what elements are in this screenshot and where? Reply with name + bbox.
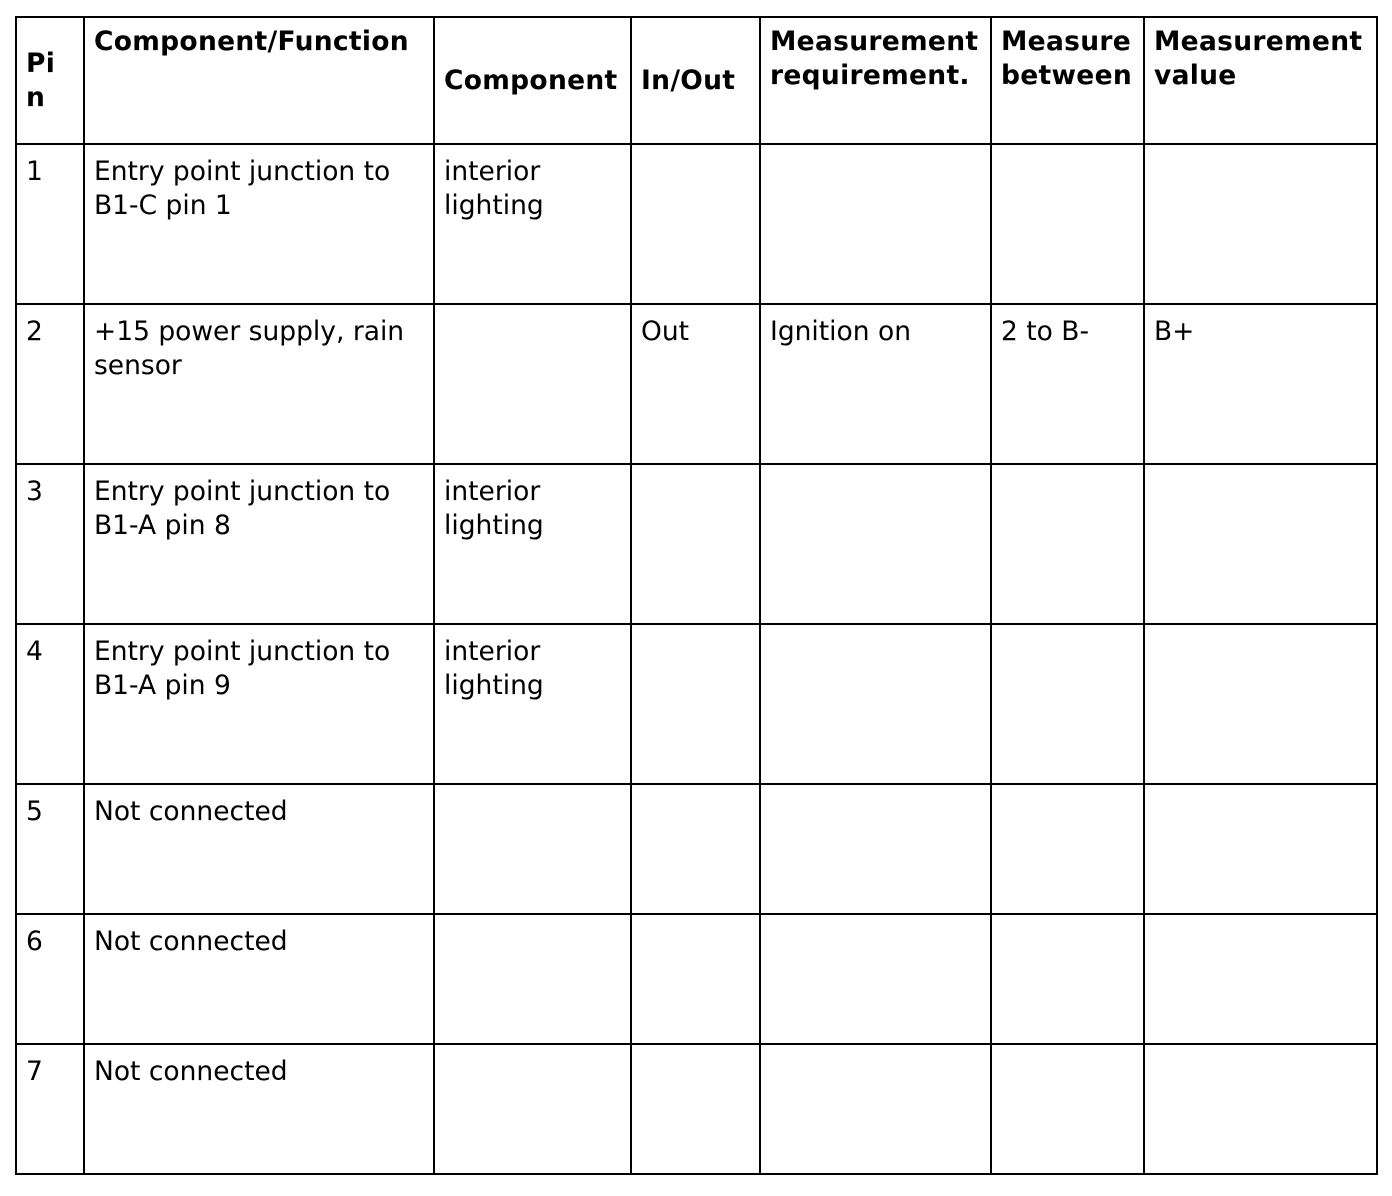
table-row: [16, 464, 1377, 624]
cell-measurement-requirement: [760, 624, 991, 784]
header-in-out: In/Out: [631, 17, 760, 144]
cell-component: [434, 304, 631, 464]
cell-in-out: [631, 624, 760, 784]
cell-component: [434, 1044, 631, 1174]
cell-pin: 7: [16, 1044, 84, 1174]
cell-in-out: [631, 914, 760, 1044]
cell-component: interior lighting: [434, 144, 631, 304]
cell-pin: 1: [16, 144, 84, 304]
cell-pin: 2: [16, 304, 84, 464]
cell-component: interior lighting: [434, 464, 631, 624]
header-measurement-value: Measurement value: [1144, 17, 1377, 144]
table-row: [16, 624, 1377, 784]
cell-in-out: [631, 464, 760, 624]
header-pin: Pin: [16, 17, 84, 144]
cell-measure-between: 2 to B-: [991, 304, 1144, 464]
cell-measurement-requirement: [760, 1044, 991, 1174]
cell-component-function: Not connected: [84, 1044, 434, 1174]
cell-component-function: Not connected: [84, 914, 434, 1044]
cell-in-out: Out: [631, 304, 760, 464]
header-measure-between: Measure between: [991, 17, 1144, 144]
cell-measurement-value: [1144, 464, 1377, 624]
table-row: [16, 784, 1377, 914]
cell-measurement-value: B+: [1144, 304, 1377, 464]
cell-component-function: Entry point junction to B1-A pin 8: [84, 464, 434, 624]
pin-assignment-table: [15, 16, 1378, 1175]
cell-component: [434, 914, 631, 1044]
cell-pin: 4: [16, 624, 84, 784]
cell-measurement-requirement: [760, 784, 991, 914]
cell-pin: 5: [16, 784, 84, 914]
cell-in-out: [631, 784, 760, 914]
cell-in-out: [631, 144, 760, 304]
table-row: [16, 304, 1377, 464]
cell-pin: 6: [16, 914, 84, 1044]
cell-measure-between: [991, 464, 1144, 624]
cell-measure-between: [991, 144, 1144, 304]
cell-measurement-value: [1144, 624, 1377, 784]
cell-measure-between: [991, 914, 1144, 1044]
header-row: [16, 17, 1377, 144]
table-row: [16, 1044, 1377, 1174]
cell-measurement-value: [1144, 144, 1377, 304]
cell-component: interior lighting: [434, 624, 631, 784]
cell-measurement-requirement: [760, 914, 991, 1044]
cell-measurement-requirement: [760, 464, 991, 624]
cell-component: [434, 784, 631, 914]
cell-measure-between: [991, 1044, 1144, 1174]
header-measurement-requirement: Measurement requirement.: [760, 17, 991, 144]
cell-in-out: [631, 1044, 760, 1174]
table-row: [16, 914, 1377, 1044]
header-component: Component: [434, 17, 631, 144]
cell-component-function: Entry point junction to B1-C pin 1: [84, 144, 434, 304]
cell-measurement-value: [1144, 784, 1377, 914]
cell-measurement-requirement: Ignition on: [760, 304, 991, 464]
cell-component-function: +15 power supply, rain sensor: [84, 304, 434, 464]
cell-pin: 3: [16, 464, 84, 624]
table-row: [16, 144, 1377, 304]
cell-measurement-value: [1144, 1044, 1377, 1174]
cell-component-function: Not connected: [84, 784, 434, 914]
cell-measurement-value: [1144, 914, 1377, 1044]
header-component-function: Component/Function: [84, 17, 434, 144]
cell-measure-between: [991, 624, 1144, 784]
cell-measure-between: [991, 784, 1144, 914]
cell-measurement-requirement: [760, 144, 991, 304]
cell-component-function: Entry point junction to B1-A pin 9: [84, 624, 434, 784]
